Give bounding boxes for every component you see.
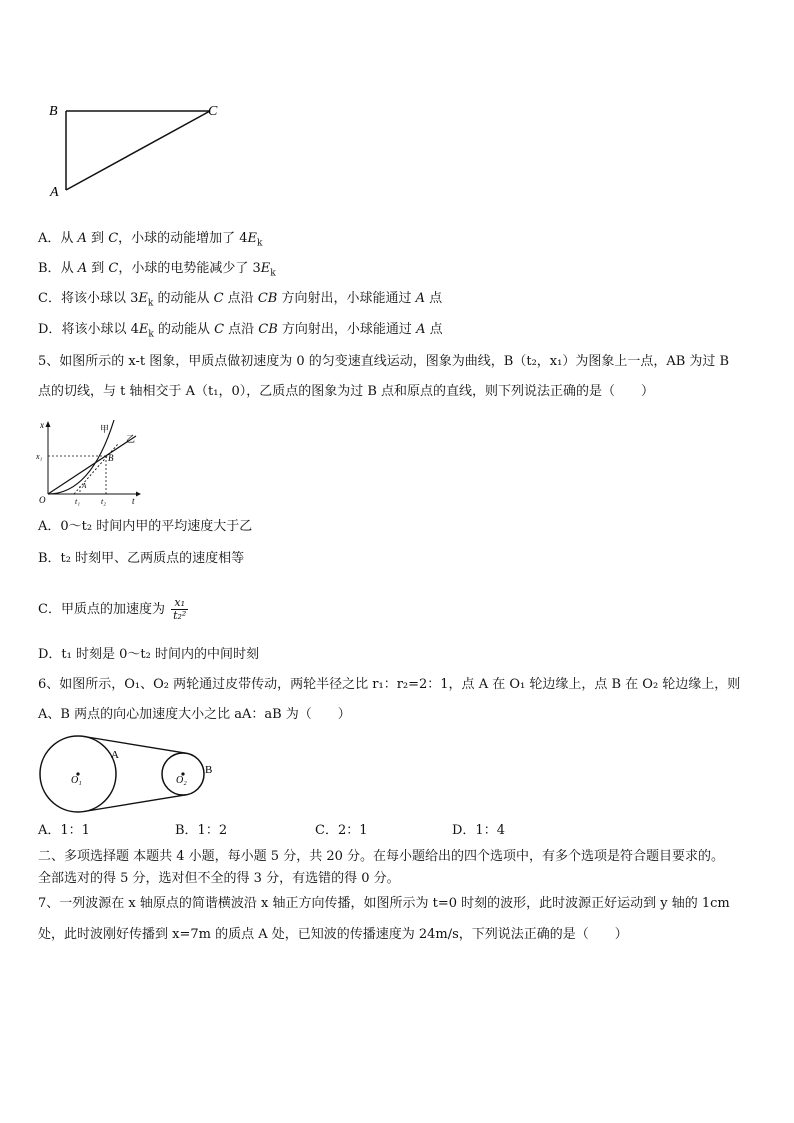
t-axis-label: t: [132, 496, 135, 506]
t-axis-arrow: [136, 492, 141, 497]
acceleration-fraction: $\frac{\text{x₁}}{\text{t₂²}}$: [173, 596, 187, 622]
q4-option-c[interactable]: C．将该小球以 $3E_k$ 的动能从 C 点沿 CB 方向射出，小球能通过 A 点: [38, 291, 443, 309]
jia-label: 甲: [100, 424, 110, 434]
vertex-c-label: C: [208, 104, 218, 119]
q5-stem-line2: 点的切线，与 t 轴相交于 A（t₁，0），乙质点的图象为过 B 点和原点的直线，则下列说法正确的是（ ）: [38, 384, 655, 399]
x1-label: x₁: [36, 452, 43, 461]
q5-option-d[interactable]: D．t₁ 时刻是 0～t₂ 时间内的中间时刻: [38, 647, 259, 662]
q6-stem-line2: A、B 两点的向心加速度大小之比 aA：aB 为（ ）: [38, 707, 351, 722]
q5-xt-graph: [36, 418, 146, 508]
t2-label: t₂: [101, 497, 107, 506]
q6-option-d[interactable]: D．1：4: [452, 823, 505, 838]
x-axis-arrow: [46, 421, 51, 427]
segment-ac: [66, 111, 210, 190]
point-a-label: A: [82, 482, 87, 490]
q6-stem-line1: 6、如图所示，O₁、O₂ 两轮通过皮带传动，两轮半径之比 r₁：r₂=2：1，点 A 在 O₁ 轮边缘上，点 B 在 O₂ 轮边缘上，则: [38, 677, 741, 692]
belt-pulley-figure: [36, 732, 216, 816]
yi-label: 乙: [126, 434, 136, 444]
q4-option-d[interactable]: D．将该小球以 $4E_k$ 的动能从 C 点沿 CB 方向射出，小球能通过 A 点: [38, 322, 443, 340]
belt-bottom: [84, 795, 186, 812]
section2-header-line2: 全部选对的得 5 分，选对但不全的得 3 分，有选错的得 0 分。: [38, 871, 400, 886]
q7-stem-line2: 处，此时波刚好传播到 x=7m 的质点 A 处，已知波的传播速度为 24m/s，下列说法正确的是（ ）: [38, 927, 628, 942]
line-yi: [48, 436, 136, 494]
q5-stem-line1: 5、如图所示的 x-t 图象，甲质点做初速度为 0 的匀变速直线运动，图象为曲线，B（t₂，x₁）为图象上一点，AB 为过 B: [38, 354, 730, 369]
belt-top: [84, 737, 186, 754]
o2-label: O₂: [176, 775, 187, 786]
point-b-label: B: [205, 764, 213, 776]
q6-option-c[interactable]: C．2：1: [315, 823, 368, 838]
vertex-a-label: A: [50, 185, 59, 200]
vertex-b-label: B: [49, 104, 58, 119]
q7-stem-line1: 7、一列波源在 x 轴原点的简谐横波沿 x 轴正方向传播，如图所示为 t=0 时刻的波形，此时波源正好运动到 y 轴的 1cm: [38, 896, 730, 911]
triangle-figure: [40, 92, 240, 202]
q6-options-row: [38, 822, 758, 840]
section2-header-line1: 二、多项选择题 本题共 4 小题，每小题 5 分，共 20 分。在每小题给出的四个选项中，有多个选项是符合题目要求的。: [38, 849, 725, 864]
tangent-ab: [74, 444, 118, 494]
q5-option-c[interactable]: C．甲质点的加速度为 $\frac{\text{x₁}}{\text{t₂²}}$: [38, 596, 187, 622]
point-b-label: B: [108, 453, 114, 463]
q4-option-a[interactable]: A．从 A 到 C，小球的动能增加了 $4E_k$: [38, 231, 263, 249]
q6-option-b[interactable]: B．1：2: [175, 823, 228, 838]
q4-option-b[interactable]: B．从 A 到 C，小球的电势能减少了 $3E_k$: [38, 261, 276, 279]
x-axis-label: x: [40, 420, 44, 430]
t1-label: t₁: [75, 497, 81, 506]
point-a-label: A: [111, 749, 119, 761]
q5-option-a[interactable]: A．0～t₂ 时间内甲的平均速度大于乙: [38, 519, 253, 534]
q5-option-b[interactable]: B．t₂ 时刻甲、乙两质点的速度相等: [38, 551, 245, 566]
q6-option-a[interactable]: A．1：1: [38, 823, 90, 838]
o1-label: O₁: [71, 775, 82, 786]
origin-label: O: [39, 495, 46, 505]
